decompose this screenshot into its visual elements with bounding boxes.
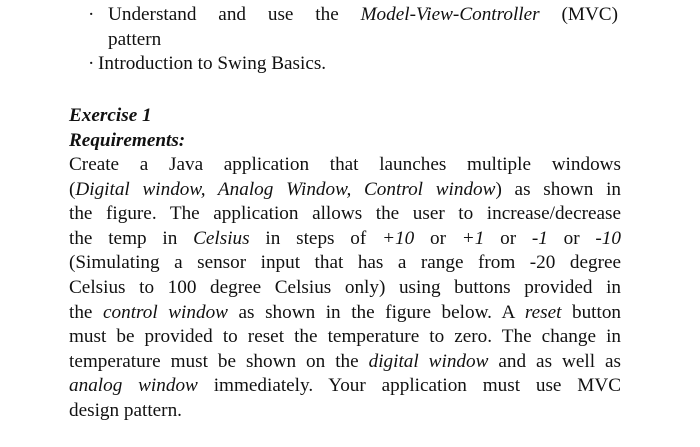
paragraph-line: design pattern. <box>69 399 182 421</box>
paragraph-line: (Digital window, Analog Window, Control window) as shown in <box>69 178 622 200</box>
list-item <box>88 3 648 52</box>
paragraph-line: must be provided to reset the temperature to zero. The change in <box>69 326 621 348</box>
paragraph-line: analog window immediately. Your application must use MVC <box>69 375 621 397</box>
requirements-heading: Requirements: <box>69 130 186 151</box>
paragraph-line: the temp in Celsius in steps of +10 or +1 or -1 or -10 <box>69 227 621 249</box>
list-item-line: pattern <box>108 28 162 50</box>
objectives-list <box>88 0 648 77</box>
exercise-section <box>69 103 621 424</box>
list-item <box>88 52 648 77</box>
bullet-icon: · <box>88 4 95 25</box>
paragraph-line: Celsius to 100 degree Celsius only) using buttons provided in <box>69 276 621 298</box>
paragraph-line: the figure. The application allows the user to increase/decrease <box>69 203 621 225</box>
paragraph-line: Create a Java application that launches multiple windows <box>69 154 621 175</box>
exercise-title: Exercise 1 <box>69 105 152 126</box>
bullet-icon: · <box>88 53 95 74</box>
paragraph-line: (Simulating a sensor input that has a range from -20 degree <box>69 252 621 274</box>
requirements-paragraph <box>69 153 621 424</box>
paragraph-line: temperature must be shown on the digital window and as well as <box>69 350 621 372</box>
list-item-line: Understand and use the Model-View-Controller (MVC) <box>108 4 618 25</box>
paragraph-line: the control window as shown in the figure below. A reset button <box>69 301 622 323</box>
list-item-text: Introduction to Swing Basics. <box>98 53 327 74</box>
